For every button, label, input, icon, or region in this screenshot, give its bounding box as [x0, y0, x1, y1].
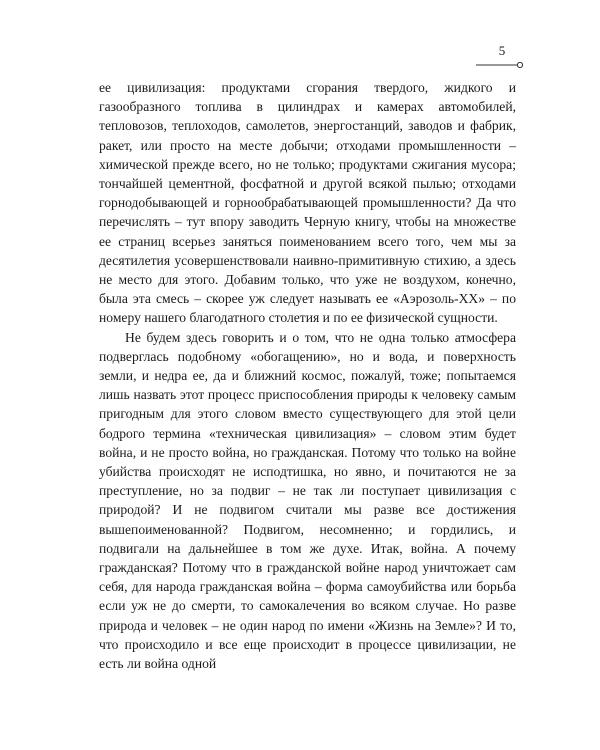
paragraph-1: ее цивилизация: продуктами сгорания твердого, жидкого и газообразного топлива в цилиндрах и камерах автомобилей, тепловозов, теплоходов, самолетов, энергостанций, заводов и фабрик, ракет, или просто на месте добычи; отходами промышленности – химической прежде всего, но не только; продуктами сжигания мусора; тончайшей цементной, фосфатной и другой всякой пылью; отходами горнодобывающей и горнообрабатывающей промышленности? Да что перечислять – тут впору заводить Черную книгу, чтобы на множестве ее страниц всерьез заняться поименованием всего того, чем мы за десятилетия усовершенствовали наивно-примитивную стихию, а здесь не место для этого. Добавим только, что уже не воздухом, конечно, была эта смесь – скорее уж следует называть ее «Аэрозоль-ХХ» – по номеру нашего благодатного столетия и по ее физической сущности. [99, 80, 516, 326]
header-rule-dot [517, 62, 522, 67]
page-header [0, 0, 600, 80]
paragraph-2: Не будем здесь говорить и о том, что не одна только атмосфера подверглась подобному «обогащению», но и вода, и поверхность земли, и недра ее, да и ближний космос, пожалуй, тоже; попытаемся лишь назвать этот процесс приспособления природы к человеку самым пригодным для этого словом вместо существующего для этой цели бодрого термина «техническая цивилизация» – словом этим будет война, и не просто война, но гражданская. Потому что только на войне убийства происходят не исподтишка, но явно, и почитаются не за преступление, но за подвиг – не так ли поступает цивилизация с природой? И не подвигом считали мы разве все достижения вышепоименованной? Подвигом, несомненно; и гордились, и подвигали на дальнейшее в том же духе. Итак, война. А почему гражданская? Потому что в гражданской войне народ уничтожает сам себя, для народа гражданская война – форма самоубийства или борьба если уж не до смерти, то самокалечения во всяком случае. Но разве природа и человек – не один народ по имени «Жизнь на Земле»? И то, что происходило и все еще происходит в процессе цивилизации, не есть ли война одной [99, 329, 516, 672]
header-rule-ornament [476, 61, 524, 69]
page-number: 5 [498, 43, 506, 58]
body-text [99, 78, 516, 673]
